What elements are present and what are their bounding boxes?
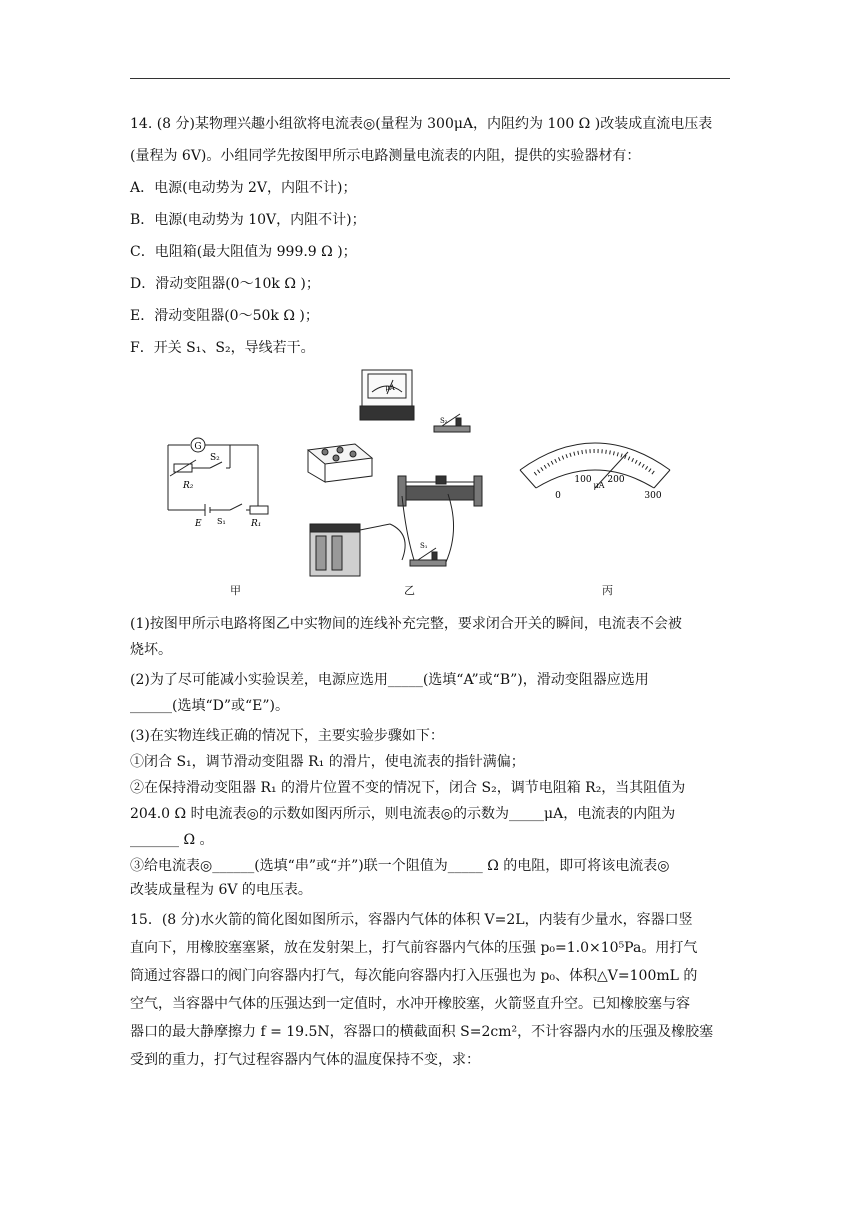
caption-bing: 丙 [602, 584, 613, 597]
caption-yi: 乙 [404, 584, 415, 597]
q15-line-1: 15．(8 分)水火箭的简化图如图所示，容器内气体的体积 V=2L，内装有少量水，容器口竖 [130, 912, 693, 928]
q14-step-3a: ③给电流表◎______(选填“串”或“并”)联一个阻值为_____ Ω 的电阻，即可将该电流表◎ [130, 858, 670, 874]
circuit-label-r1: R₁ [251, 519, 262, 529]
q14-line-2: (量程为 6V)。小组同学先按图甲所示电路测量电流表的内阻，提供的实验器材有： [130, 148, 641, 164]
microammeter-device [360, 370, 414, 420]
dial-tick-200: 200 [607, 475, 625, 485]
circuit-label-s2: S₂ [210, 453, 220, 463]
dial-unit: μA [593, 481, 605, 490]
dial-tick-300: 300 [644, 491, 662, 501]
switch-s1-device [410, 494, 454, 566]
q14-line-1: 14. (8 分)某物理兴趣小组欲将电流表◎(量程为 300μA，内阻约为 100 Ω )改装成直流电压表 [130, 116, 713, 132]
q14-step-1: ①闭合 S₁，调节滑动变阻器 R₁ 的滑片，使电流表的指针满偏； [130, 754, 525, 770]
dial-tick-100: 100 [574, 475, 592, 485]
circuit-label-s1: S₁ [217, 517, 226, 526]
q14-step-3b: 改装成量程为 6V 的电压表。 [130, 882, 312, 898]
option-c: C．电阻箱(最大阻值为 999.9 Ω )； [130, 244, 357, 260]
circuit-label-r2: R₂ [183, 481, 194, 491]
rheostat-device [398, 476, 482, 506]
option-e: E．滑动变阻器(0～50k Ω )； [130, 308, 319, 324]
dial-tick-0: 0 [555, 491, 561, 501]
option-d: D．滑动变阻器(0～10k Ω )； [130, 276, 320, 292]
option-f: F．开关 S₁、S₂，导线若干。 [130, 340, 315, 356]
q14-sub-2a: (2)为了尽可能减小实验误差，电源应选用_____(选填“A”或“B”)，滑动变阻器应选用 [130, 672, 649, 688]
circuit-label-e: E [195, 519, 202, 529]
experiment-figure [150, 364, 710, 600]
option-a: A．电源(电动势为 2V，内阻不计)； [130, 180, 357, 196]
circuit-label-g: G [194, 442, 202, 452]
q15-line-5: 器口的最大静摩擦力 f = 19.5N，容器口的横截面积 S=2cm²，不计容器内水的压强及橡胶塞 [130, 1024, 714, 1040]
q15-line-3: 筒通过容器口的阀门向容器内打气，每次能向容器内打入压强也为 p₀、体积△V=100mL 的 [130, 968, 698, 984]
device-label-s1: S₁ [420, 542, 428, 550]
q14-step-2b: 204.0 Ω 时电流表◎的示数如图丙所示，则电流表◎的示数为_____μA，电流表的内阻为 [130, 806, 676, 822]
q15-line-2: 直向下，用橡胶塞塞紧，放在发射架上，打气前容器内气体的压强 p₀=1.0×10⁵Pa。用打气 [130, 940, 698, 956]
q15-line-4: 空气，当容器中气体的压强达到一定值时，水冲开橡胶塞，火箭竖直升空。已知橡胶塞与容 [130, 996, 690, 1012]
q14-sub-1a: (1)按图甲所示电路将图乙中实物间的连线补充完整，要求闭合开关的瞬间，电流表不会被 [130, 616, 682, 632]
resistance-box-device [308, 444, 372, 482]
ammeter-unit: μA [385, 384, 395, 392]
q14-step-2c: _______ Ω 。 [130, 832, 214, 848]
q14-sub-2b: ______(选填“D”或“E”)。 [130, 698, 289, 714]
option-b: B．电源(电动势为 10V，内阻不计)； [130, 212, 366, 228]
circuit-diagram-jia [168, 438, 268, 516]
figure-svg [150, 364, 710, 600]
q14-sub-3: (3)在实物连线正确的情况下，主要实验步骤如下： [130, 728, 444, 744]
battery-device [310, 496, 414, 576]
caption-jia: 甲 [230, 584, 241, 597]
q14-sub-1b: 烧坏。 [130, 642, 172, 658]
device-label-s2: S₂ [440, 417, 448, 425]
header-rule [130, 78, 730, 79]
q15-line-6: 受到的重力，打气过程容器内气体的温度保持不变，求： [130, 1052, 480, 1068]
q14-step-2a: ②在保持滑动变阻器 R₁ 的滑片位置不变的情况下，闭合 S₂，调节电阻箱 R₂，当其阻值为 [130, 780, 686, 796]
